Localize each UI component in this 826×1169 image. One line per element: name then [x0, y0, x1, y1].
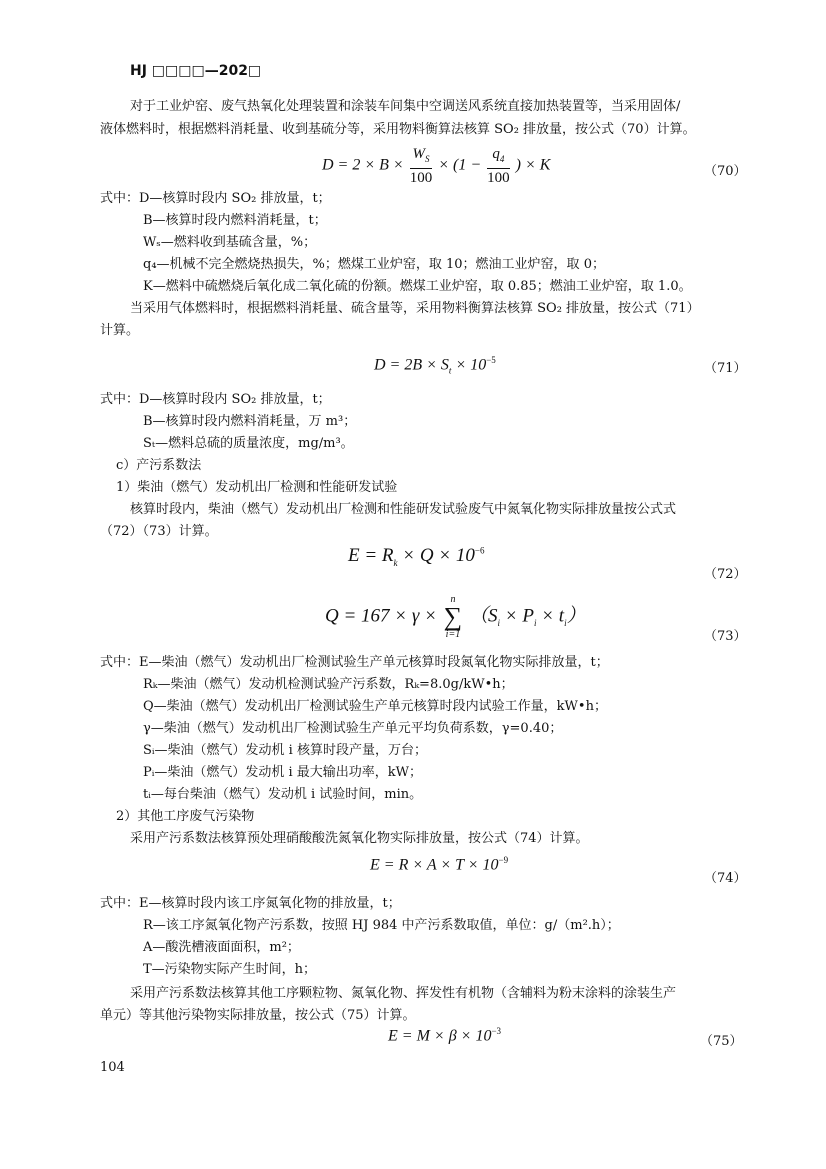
eq75-exp: −3: [491, 1026, 502, 1036]
definition-line: 式中：E—柴油（燃气）发动机出厂检测试验生产单元核算时段氮氧化物实际排放量，t；: [100, 655, 609, 670]
eq72-exp: −6: [474, 545, 485, 556]
equation-70: [322, 145, 550, 187]
eq73-b: （S: [468, 605, 498, 627]
eq73-a: Q = 167 × γ ×: [325, 605, 437, 627]
equation-71: [374, 355, 496, 376]
eq72-a: E = R: [348, 545, 394, 566]
definition-line: Sᵢ—柴油（燃气）发动机 i 核算时段产量，万台；: [143, 743, 427, 758]
definition-line: q₄—机械不完全燃烧热损失，%；燃煤工业炉窑，取 10；燃油工业炉窑，取 0；: [143, 257, 605, 272]
eq73-c: × P: [500, 605, 534, 627]
definition-line: R—该工序氮氧化物产污系数，按照 HJ 984 中产污系数取值，单位：g/（m².h）；: [143, 918, 620, 933]
definition-line: A—酸洗槽液面面积，m²；: [143, 940, 300, 955]
definition-line: B—核算时段内燃料消耗量，万 m³；: [143, 414, 357, 429]
equation-number-73: （73）: [704, 629, 747, 644]
sigma-upper: n: [450, 594, 456, 605]
eq74-a: E = R × A × T × 10: [370, 856, 499, 874]
eq73-d: × t: [536, 605, 565, 627]
definition-line: K—燃料中硫燃烧后氧化成二氧化硫的份额。燃煤工业炉窑，取 0.85；燃油工业炉窑，取 1.0。: [143, 279, 692, 294]
eq73-e: ）: [566, 605, 586, 627]
paragraph-line: 核算时段内，柴油（燃气）发动机出厂检测和性能研发试验废气中氮氧化物实际排放量按公式式: [130, 502, 677, 517]
paragraph-line: 当采用气体燃料时，根据燃料消耗量、硫含量等，采用物料衡算法核算 SO₂ 排放量，按公式（71）: [130, 301, 700, 316]
page-header: HJ □□□□—202□: [130, 63, 262, 79]
eq72-b: × Q × 10: [397, 545, 475, 566]
definition-line: 式中：E—核算时段内该工序氮氧化物的排放量，t；: [100, 896, 401, 911]
eq70-left: D = 2 × B ×: [322, 156, 404, 174]
section-heading: c）产污系数法: [116, 458, 202, 473]
eq70-mid: × (1 −: [438, 156, 482, 174]
definition-line: T—污染物实际产生时间，h；: [143, 962, 317, 977]
equation-number-70: （70）: [704, 164, 747, 179]
eq70-fraction-q4: [487, 145, 510, 187]
eq70-frac2-bottom: 100: [487, 170, 510, 186]
equation-75: [388, 1026, 501, 1045]
equation-74: [370, 855, 508, 874]
definition-line: 式中：D—核算时段内 SO₂ 排放量，t；: [100, 191, 331, 206]
definition-line: Q—柴油（燃气）发动机出厂检测试验生产单元核算时段内试验工作量，kW•h；: [143, 699, 607, 714]
eq71-exp: −5: [486, 355, 496, 365]
eq70-fraction-ws: [410, 145, 433, 187]
definition-line: γ—柴油（燃气）发动机出厂检测试验生产单元平均负荷系数，γ=0.40；: [143, 721, 563, 736]
definition-line: 式中：D—核算时段内 SO₂ 排放量，t；: [100, 392, 331, 407]
paragraph-line: 对于工业炉窑、废气热氧化处理装置和涂装车间集中空调送风系统直接加热装置等，当采用固体/: [130, 99, 681, 114]
eq71-main: D = 2B × S: [374, 356, 449, 374]
eq75-a: E = M × β × 10: [388, 1027, 492, 1045]
eq70-frac1-top: W: [412, 146, 425, 162]
eq70-frac1-bottom: 100: [409, 170, 433, 186]
sigma-lower: i=1: [445, 629, 461, 640]
definition-line: Rₖ—柴油（燃气）发动机检测试验产污系数，Rₖ=8.0g/kW•h；: [143, 677, 514, 692]
equation-number-71: （71）: [704, 361, 747, 376]
definition-line: tᵢ—每台柴油（燃气）发动机 i 试验时间，min。: [143, 787, 423, 802]
paragraph-line: （72）（73）计算。: [100, 524, 218, 539]
summation-icon: n ∑ i=1: [443, 594, 463, 640]
eq73-d-sub: i: [564, 618, 567, 629]
equation-number-72: （72）: [704, 567, 747, 582]
definition-line: Wₛ—燃料收到基硫含量，%；: [143, 235, 317, 250]
eq71-sub: t: [448, 365, 452, 376]
eq70-frac2-top-sub: 4: [499, 154, 505, 164]
paragraph-line: 液体燃料时，根据燃料消耗量、收到基硫分等，采用物料衡算法核算 SO₂ 排放量，按公式（70）计算。: [100, 122, 696, 137]
eq70-frac1-top-sub: S: [424, 154, 430, 164]
equation-72: [348, 545, 485, 568]
eq74-exp: −9: [498, 855, 509, 865]
paragraph-line: 采用产污系数法核算其他工序颗粒物、氮氧化物、挥发性有机物（含辅料为粉末涂料的涂装生产: [130, 986, 677, 1001]
eq73-b-sub: i: [497, 618, 500, 629]
definition-line: B—核算时段内燃料消耗量，t；: [143, 213, 327, 228]
definition-line: Sₜ—燃料总硫的质量浓度，mg/m³。: [143, 436, 354, 451]
eq71-b: × 10: [451, 356, 487, 374]
paragraph-line: 计算。: [100, 323, 140, 338]
eq70-right: ) × K: [515, 156, 551, 174]
section-heading: 1）柴油（燃气）发动机出厂检测和性能研发试验: [116, 480, 398, 495]
eq73-c-sub: i: [533, 618, 537, 629]
equation-number-75: （75）: [700, 1034, 743, 1049]
eq72-sub: k: [393, 557, 398, 568]
page-number: 104: [100, 1060, 125, 1075]
definition-line: Pᵢ—柴油（燃气）发动机 i 最大输出功率，kW；: [143, 765, 423, 780]
section-heading: 2）其他工序废气污染物: [116, 809, 255, 824]
paragraph-line: 采用产污系数法核算预处理硝酸酸洗氮氧化物实际排放量，按公式（74）计算。: [130, 831, 589, 846]
paragraph-line: 单元）等其他污染物实际排放量，按公式（75）计算。: [100, 1008, 416, 1023]
eq70-frac2-top: q: [492, 146, 500, 162]
equation-number-74: （74）: [704, 871, 747, 886]
equation-73: [325, 594, 586, 640]
